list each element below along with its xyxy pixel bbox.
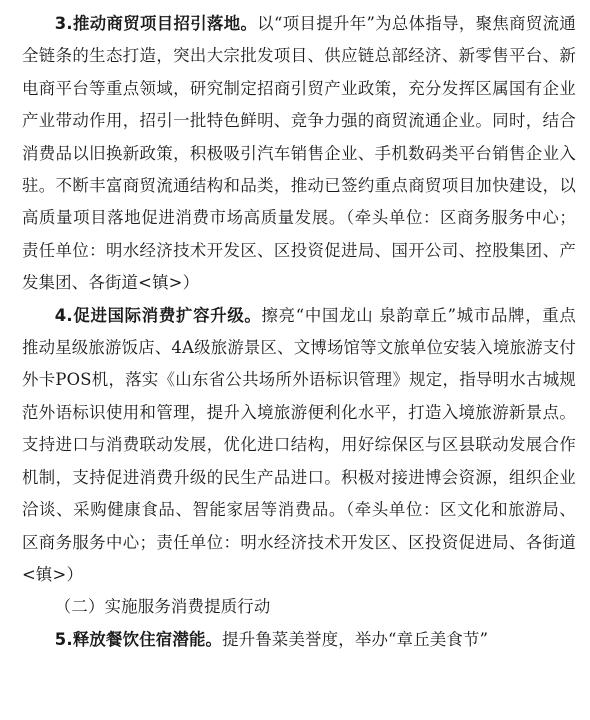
- paragraph-international-consumption: [22, 300, 576, 592]
- paragraph-body: 擦亮“中国龙山 泉韵章丘”城市品牌，重点推动星级旅游饭店、4A级旅游景区、文博场馆等文旅单位安装入境旅游支付外卡POS机，落实《山东省公共场所外语标识管理》规定，指导明水古城规范外语标识使用和管理，提升入境旅游便利化水平，打造入境旅游新景点。支持进口与消费联动发展，优化进口结构，用好综保区与区县联动发展合作机制，支持促进消费升级的民生产品进口。积极对接进博会资源，组织企业洽谈、采购健康食品、智能家居等消费品。（牵头单位：区文化和旅游局、区商务服务中心；责任单位：明水经济技术开发区、区投资促进局、各街道<镇>）: [22, 305, 577, 584]
- paragraph-heading: 3.推动商贸项目招引落地。: [54, 14, 258, 33]
- paragraph-body: 以“项目提升年”为总体指导，聚焦商贸流通全链条的生态打造，突出大宗批发项目、供应链总部经济、新零售平台、新电商平台等重点领域，研究制定招商引贸产业政策，充分发挥区属国有企业产业带动作用，招引一批特色鲜明、竞争力强的商贸流通企业。同时，结合消费品以旧换新政策，积极吸引汽车销售企业、手机数码类平台销售企业入驻。不断丰富商贸流通结构和品类，推动已签约重点商贸项目加快建设，以高质量项目落地促进消费市场高质量发展。（牵头单位：区商务服务中心；责任单位：明水经济技术开发区、区投资促进局、国开公司、控股集团、产发集团、各街道<镇>）: [22, 14, 576, 293]
- paragraph-dining-lodging: [22, 624, 576, 656]
- paragraph-heading: 5.释放餐饮住宿潜能。: [54, 629, 223, 649]
- paragraph-body: 提升鲁菜美誉度，举办“章丘美食节”: [222, 629, 489, 649]
- paragraph-commerce-projects: [22, 8, 576, 300]
- section-subheading: （二）实施服务消费提质行动: [54, 597, 271, 617]
- paragraph-heading: 4.促进国际消费扩容升级。: [54, 305, 262, 325]
